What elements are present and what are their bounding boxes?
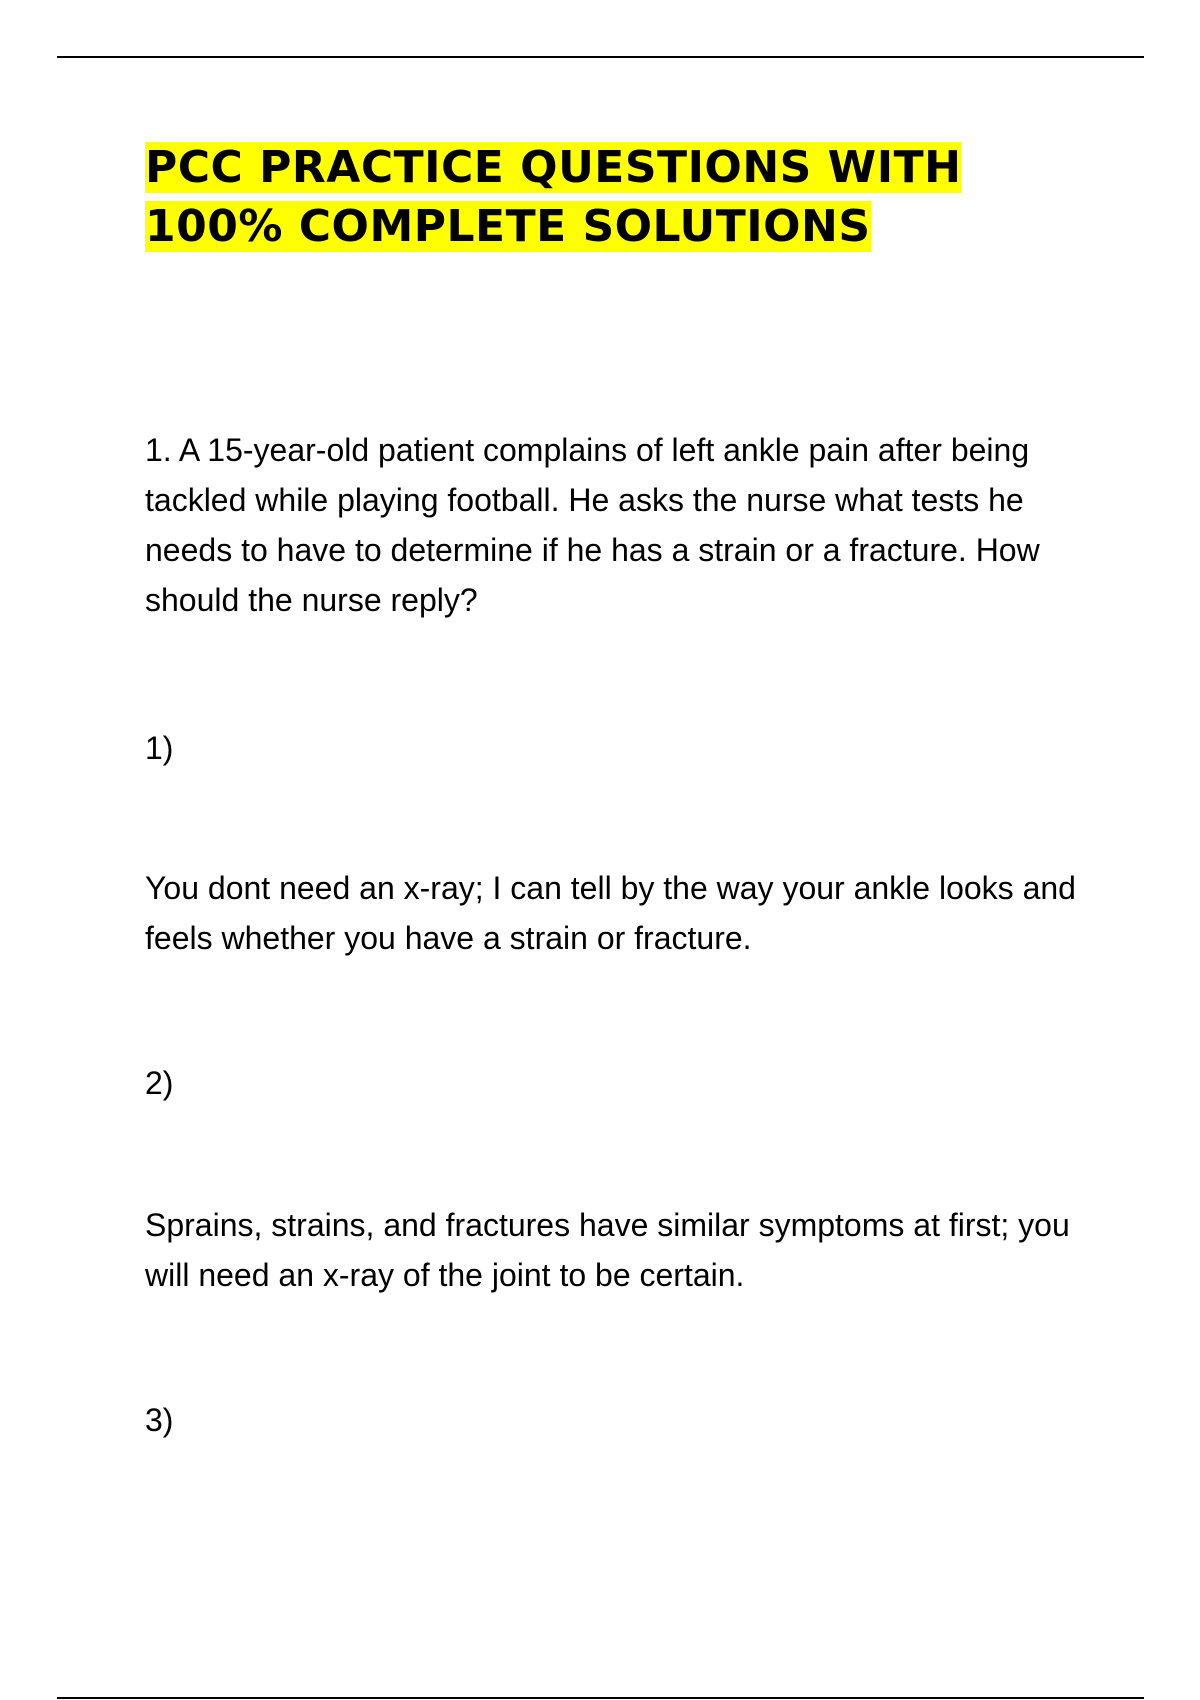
bottom-horizontal-rule	[57, 1697, 1144, 1699]
title-line-1: PCC PRACTICE QUESTIONS WITH	[145, 142, 962, 193]
option-1-text: You dont need an x-ray; I can tell by the way your ankle looks and feels whether you have a strain or fracture.	[145, 870, 1076, 956]
option-3-number: 3)	[145, 1402, 174, 1438]
question-text: 1. A 15-year-old patient complains of left ankle pain after being tackled while playing football. He asks the nurse what tests he needs to have to determine if he has a strain or a fracture. How should the nurse reply?	[145, 432, 1040, 618]
option-2-text: Sprains, strains, and fractures have similar symptoms at first; you will need an x-ray of the joint to be certain.	[145, 1207, 1070, 1293]
option-1-number: 1)	[145, 730, 174, 766]
document-title	[145, 138, 1105, 256]
title-line-2: 100% COMPLETE SOLUTIONS	[145, 201, 871, 252]
option-2-number: 2)	[145, 1065, 174, 1101]
top-horizontal-rule	[57, 56, 1144, 58]
